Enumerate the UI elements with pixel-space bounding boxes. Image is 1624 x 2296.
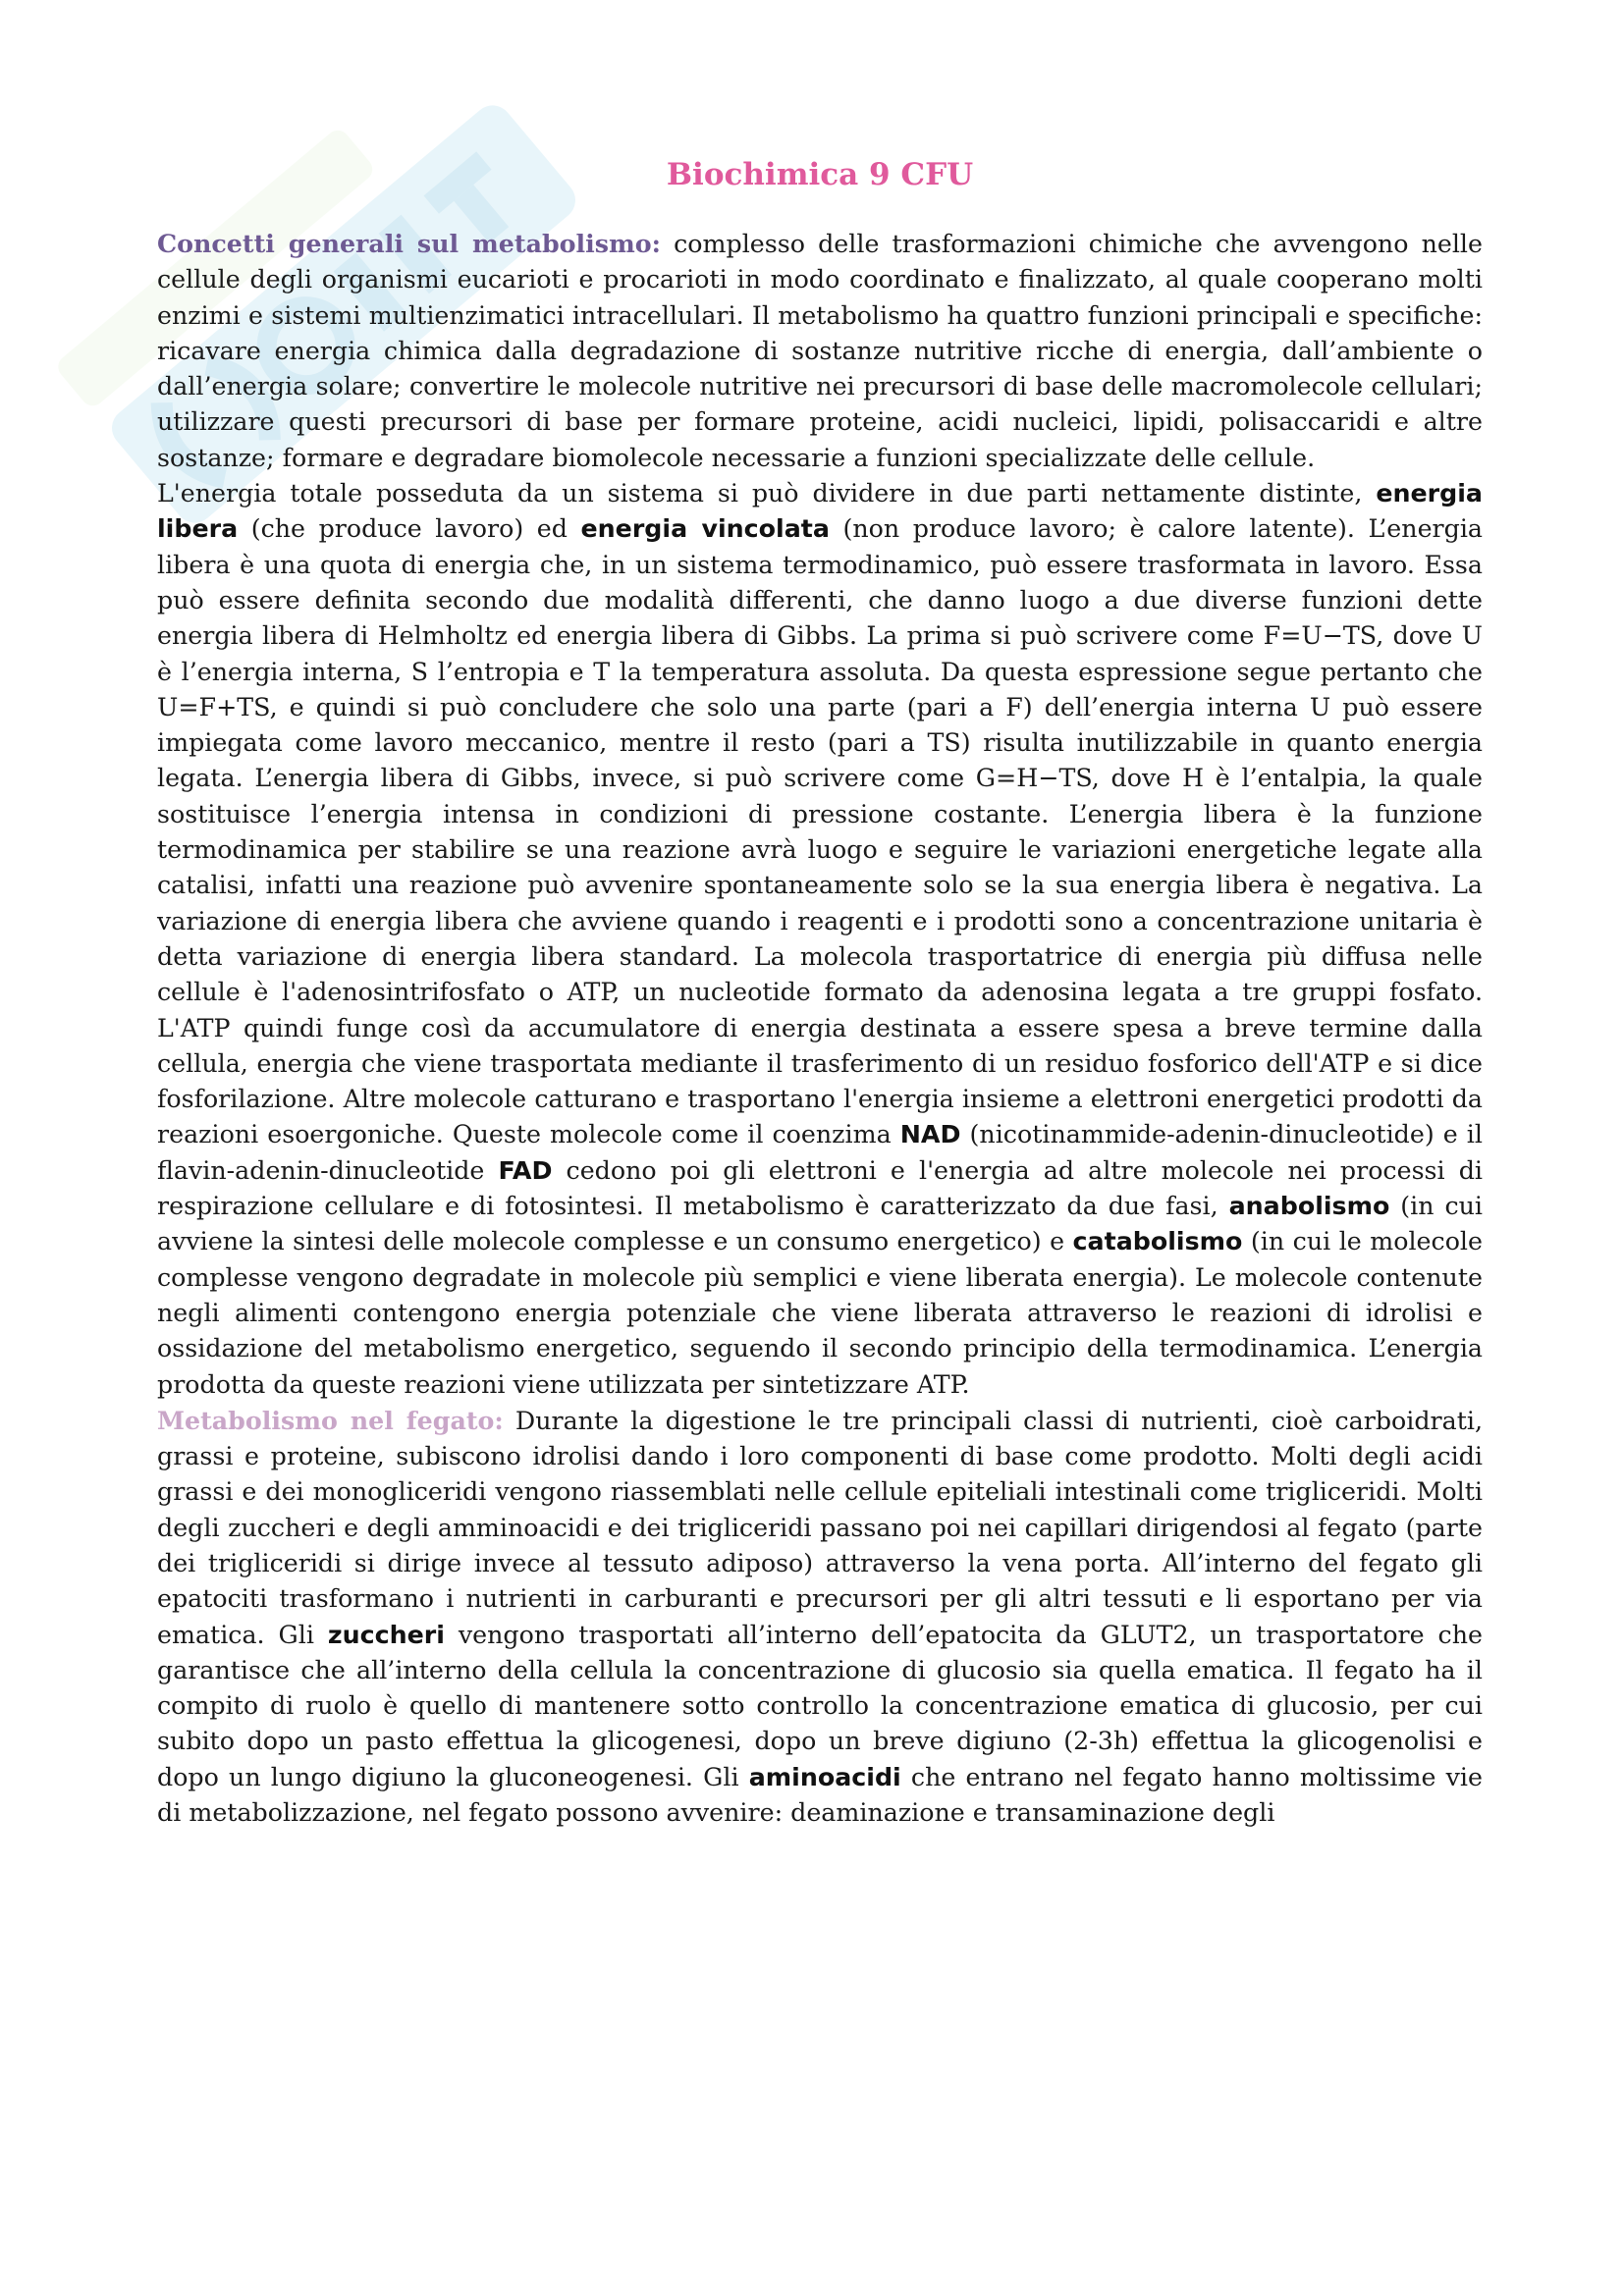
keyword-zuccheri: zuccheri [327, 1620, 445, 1649]
document-page [157, 157, 1483, 1831]
paragraph-text: (non produce lavoro; è calore latente). L’energia libera è una quota di energia che, in un sistema termodinamico, può essere trasformata in lavoro. Essa può essere definita secondo due modalità differenti, che danno luogo a due diverse funzioni dette energia libera di Helmholtz ed energia libera di Gibbs. La prima si può scrivere come F=U−TS, dove U è l’energia interna, S l’entropia e T la temperatura assoluta. Da questa espressione segue pertanto che U=F+TS, e quindi si può concludere che solo una parte (pari a F) dell’energia interna U può essere impiegata come lavoro meccanico, mentre il resto (pari a TS) risulta inutilizzabile in quanto energia legata. L’energia libera di Gibbs, invece, si può scrivere come G=H−TS, dove H è l’entalpia, la quale sostituisce l’energia intensa in condizioni di pressione costante. L’energia libera è la funzione termodinamica per stabilire se una reazione avrà luogo e seguire le variazioni energetiche legate alla catalisi, infatti una reazione può avvenire spontaneamente solo se la sua energia libera è negativa. La variazione di energia libera che avviene quando i reagenti e i prodotti sono a concentrazione unitaria è detta variazione di energia libera standard. La molecola trasportatrice di energia più diffusa nelle cellule è l'adenosintrifosfato o ATP, un nucleotide formato da adenosina legata a tre gruppi fosfato. L'ATP quindi funge così da accumulatore di energia destinata a essere spesa a breve termine dalla cellula, energia che viene trasportata mediante il trasferimento di un residuo fosforico dell'ATP e si dice fosforilazione. Altre molecole catturano e trasportano l'energia insieme a elettroni energetici prodotti da reazioni esoergoniche. Queste molecole come il coenzima [157, 514, 1484, 1149]
paragraph-text: (che produce lavoro) ed [238, 514, 581, 544]
section-energia-libera [157, 476, 1483, 1403]
paragraph-text: cedono poi gli elettroni e l'energia ad altre molecole nei processi di respirazione cellulare e di fotosintesi. Il metabolismo è caratterizzato da due fasi, [157, 1155, 1483, 1221]
keyword-energia-vincolata: energia vincolata [580, 514, 830, 544]
keyword-catabolismo: catabolismo [1072, 1227, 1243, 1256]
paragraph-text: vengono trasportati all’interno dell’epatocita da GLUT2, un trasportatore che garantisce che all’interno della cellula la concentrazione di glucosio sia quella ematica. Il fegato ha il compito di ruolo è quello di mantenere sotto controllo la concentrazione ematica di glucosio, per cui subito dopo un pasto effettua la glicogenesi, dopo un breve digiuno (2-3h) effettua la glicogenolisi e dopo un lungo digiuno la gluconeogenesi. Gli [157, 1620, 1483, 1791]
paragraph-text: che entrano nel fegato hanno moltissime vie di metabolizzazione, nel fegato possono avvenire: deaminazione e transaminazione degli [157, 1762, 1483, 1828]
keyword-aminoacidi: aminoacidi [748, 1762, 901, 1791]
keyword-fad: FAD [498, 1155, 553, 1185]
section-heading: Metabolismo nel fegato: [157, 1405, 504, 1435]
keyword-energia-libera: energia libera [157, 479, 1483, 544]
section-heading: Concetti generali sul metabolismo: [157, 229, 661, 258]
paragraph-text: Durante la digestione le tre principali classi di nutrienti, cioè carboidrati, grassi e proteine, subiscono idrolisi dando i loro componenti di base come prodotto. Molti degli acidi grassi e dei monogliceridi vengono riassemblati nelle cellule epiteliali intestinali come trigliceridi. Molti degli zuccheri e degli amminoacidi e dei trigliceridi passano poi nei capillari dirigendosi al fegato (parte dei trigliceridi si dirige invece al tessuto adiposo) attraverso la vena porta. All’interno del fegato gli epatociti trasformano i nutrienti in carburanti e precursori per gli altri tessuti e li esportano per via ematica. Gli [157, 1406, 1484, 1649]
document-title: Biochimica 9 CFU [666, 157, 974, 192]
section-metabolismo-fegato [157, 1403, 1483, 1832]
section-metabolismo-generale [157, 226, 1483, 476]
keyword-anabolismo: anabolismo [1228, 1192, 1390, 1221]
paragraph-text: complesso delle trasformazioni chimiche che avvengono nelle cellule degli organismi eucarioti e procarioti in modo coordinato e finalizzato, al quale cooperano molti enzimi e sistemi multienzimatici intracellulari. Il metabolismo ha quattro funzioni principali e specifiche: ricavare energia chimica dalla degradazione di sostanze nutritive ricche di energia, dall’ambiente o dall’energia solare; convertire le molecole nutritive nei precursori di base delle macromolecole cellulari; utilizzare questi precursori di base per formare proteine, acidi nucleici, lipidi, polisaccaridi e altre sostanze; formare e degradare biomolecole necessarie a funzioni specializzate delle cellule. [157, 230, 1483, 472]
paragraph-text: (in cui avviene la sintesi delle molecole complesse e un consumo energetico) e [157, 1192, 1484, 1256]
paragraph-text: (nicotinammide-adenin-dinucleotide) e il flavin-adenin-dinucleotide [157, 1120, 1483, 1185]
keyword-nad: NAD [899, 1120, 961, 1149]
paragraph-text: (in cui le molecole complesse vengono degradate in molecole più semplici e viene liberata energia). Le molecole contenute negli alimenti contengono energia potenziale che viene liberata attraverso le reazioni di idrolisi e ossidazione del metabolismo energetico, seguendo il secondo principio della termodinamica. L’energia prodotta da queste reazioni viene utilizzata per sintetizzare ATP. [157, 1227, 1483, 1399]
paragraph-text: L'energia totale posseduta da un sistema si può dividere in due parti nettamente distinte, [157, 479, 1377, 508]
